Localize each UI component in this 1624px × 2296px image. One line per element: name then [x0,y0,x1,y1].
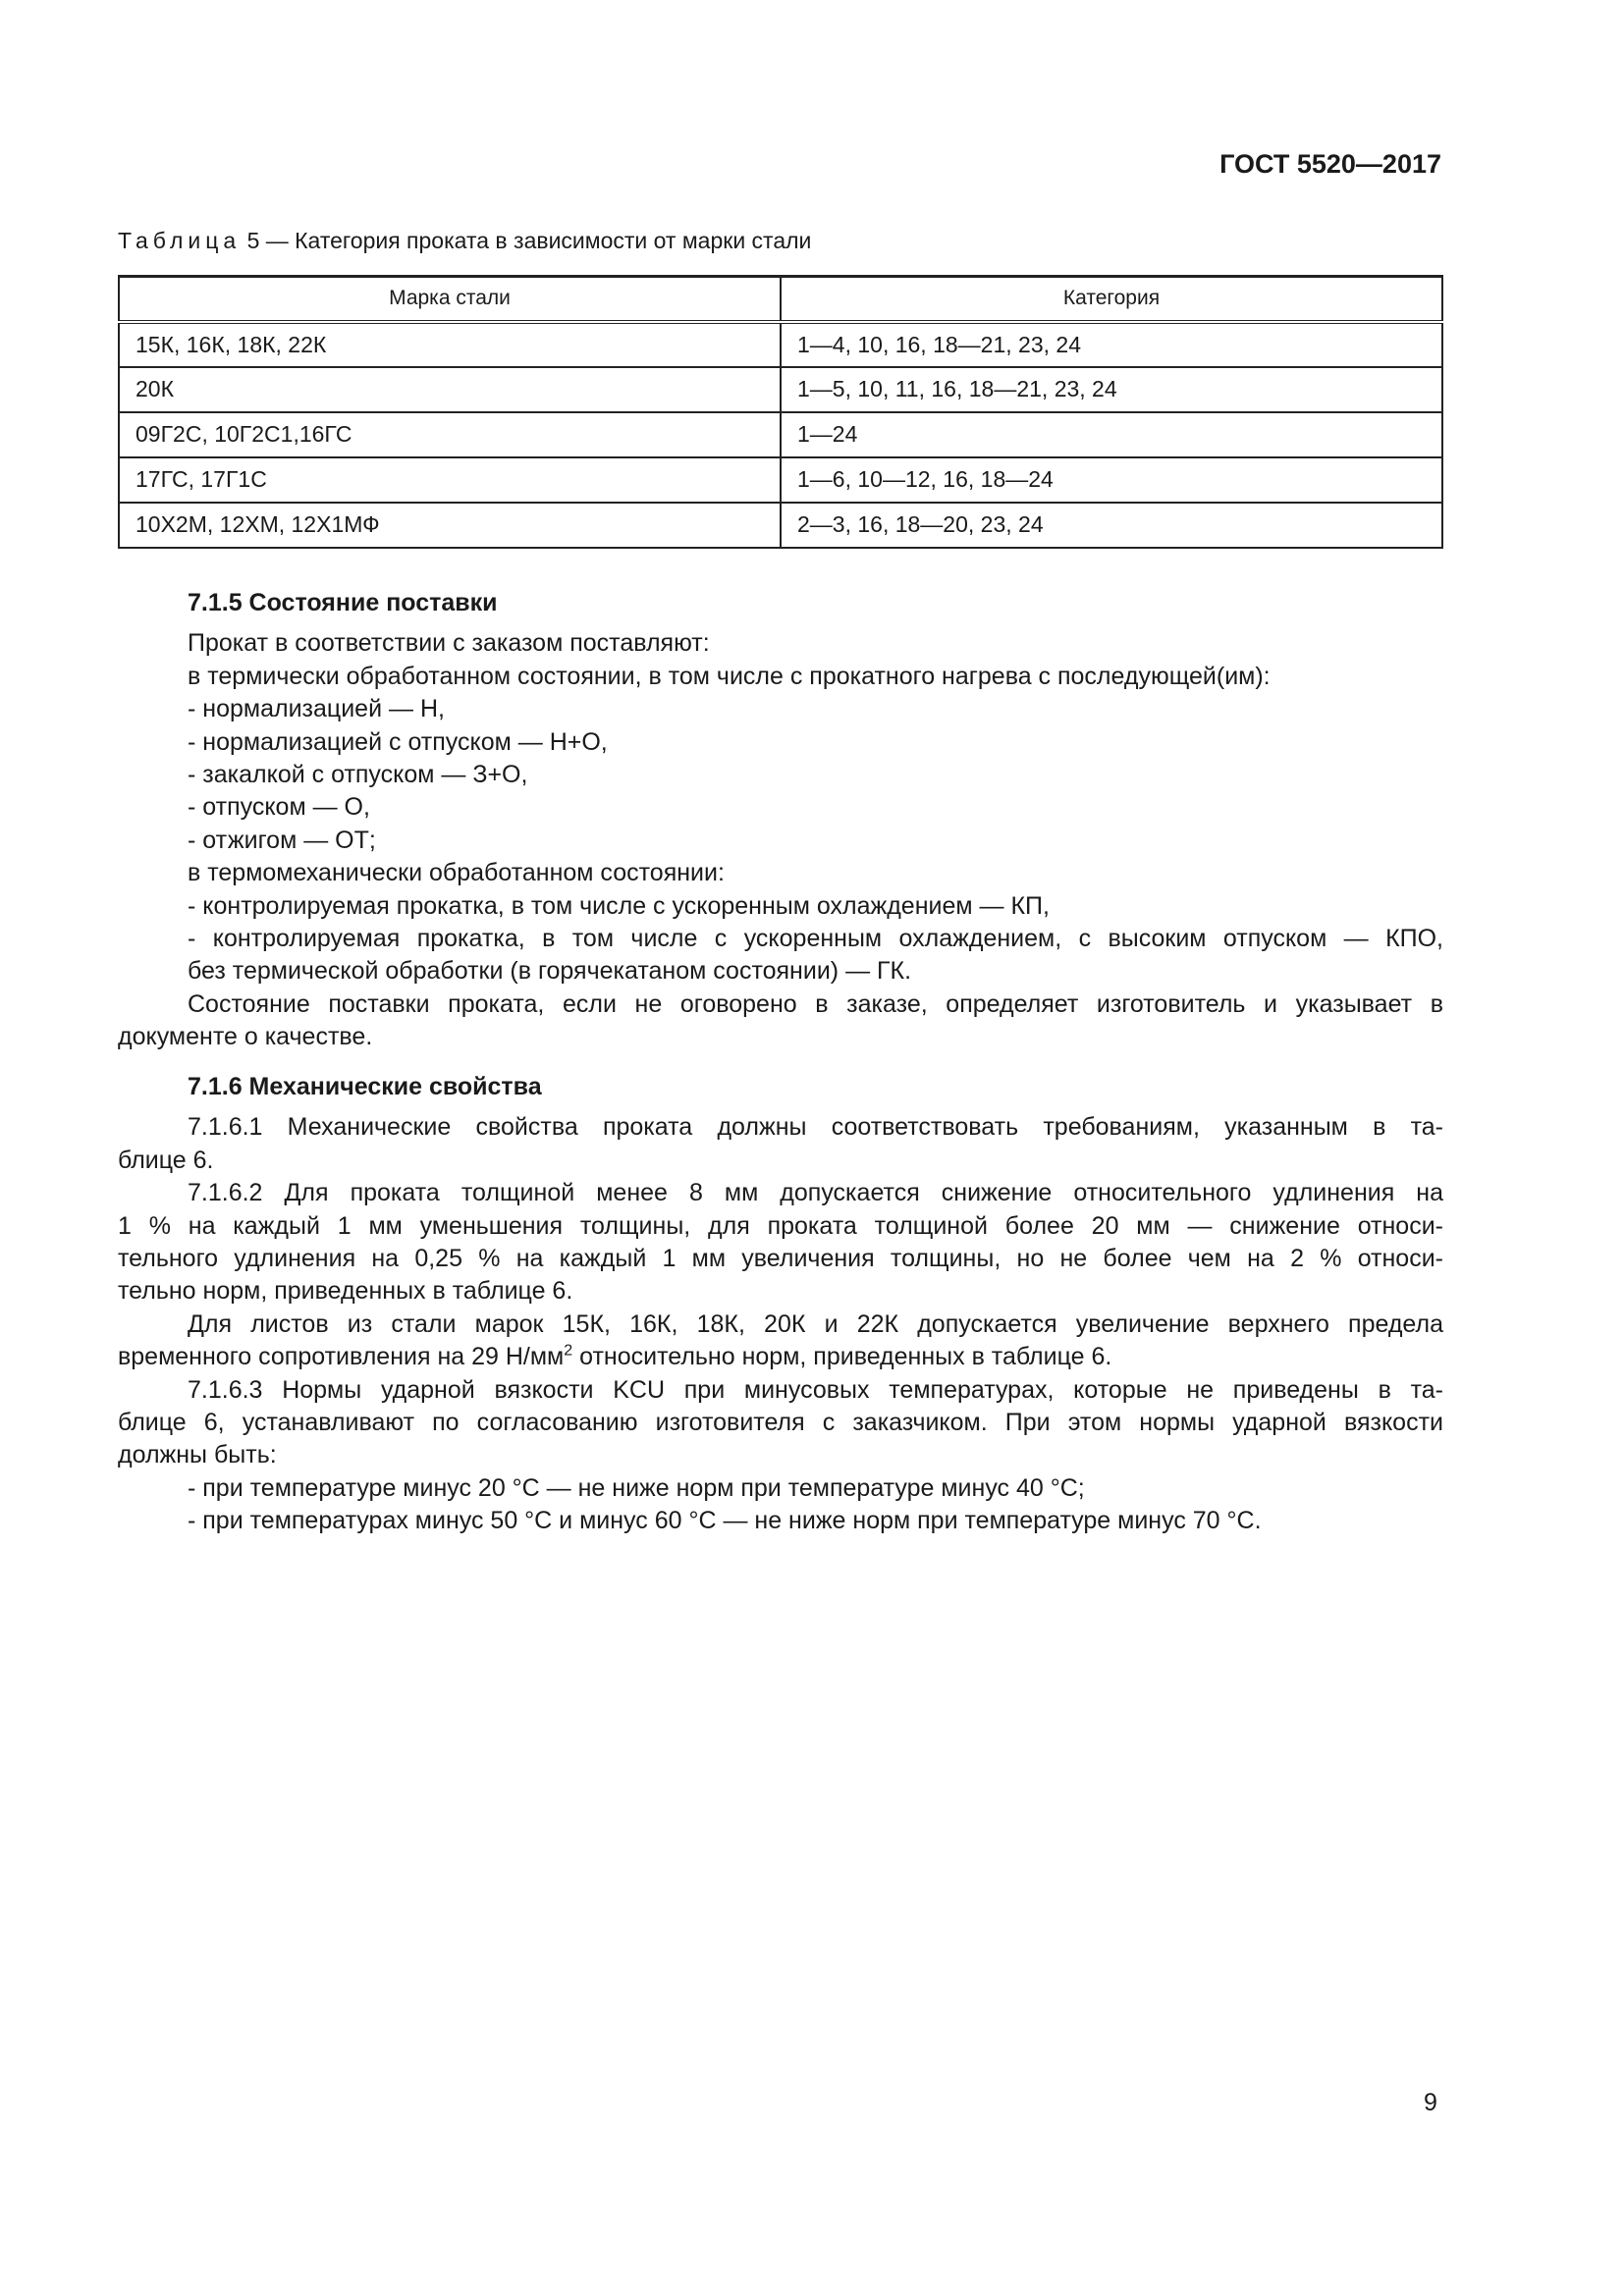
text-line: Состояние поставки проката, если не оговорено в заказе, определяет изготовитель и указывает в [188,989,1443,1018]
caption-text: 5 — Категория проката в зависимости от марки стали [241,228,812,253]
table-header-row [119,277,1442,322]
text-line [118,1341,1443,1373]
list-item: - при температурах минус 50 °С и минус 60 °С — не ниже норм при температуре минус 70 °С. [188,1507,1262,1535]
document-id-header: ГОСТ 5520—2017 [1219,149,1441,179]
text-line: 7.1.6.1 Механические свойства проката должны соответствовать требованиям, указанным в та- [188,1113,1443,1142]
table-row [119,322,1442,367]
table-row [119,457,1442,503]
category-cell: 2—3, 16, 18—20, 23, 24 [781,503,1442,548]
text-line: Для листов из стали марок 15К, 16К, 18К, 20К и 22К допускается увеличение верхнего предела [188,1309,1443,1338]
section-heading: 7.1.5 Состояние поставки [188,589,498,616]
table-row [119,503,1442,548]
steel-grade-cell: 15К, 16К, 18К, 22К [119,322,781,367]
table-row [119,412,1442,457]
list-item: - контролируемая прокатка, в том числе с ускоренным охлаждением — КП, [188,891,1050,920]
column-header: Марка стали [119,277,781,322]
steel-grade-cell: 09Г2С, 10Г2С1,16ГС [119,412,781,457]
list-item: - нормализацией с отпуском — Н+О, [188,727,608,756]
table-caption [118,228,811,254]
text-line: Прокат в соответствии с заказом поставляют: [188,629,710,658]
steel-grade-cell: 17ГС, 17Г1С [119,457,781,503]
list-item: - отжигом — ОТ; [188,826,376,854]
steel-grade-cell: 10Х2М, 12ХМ, 12Х1МФ [119,503,781,548]
list-item: - контролируемая прокатка, в том числе с ускоренным охлаждением, с высоким отпуском — КПО, [188,925,1443,953]
category-cell: 1—5, 10, 11, 16, 18—21, 23, 24 [781,367,1442,412]
column-header: Категория [781,277,1442,322]
category-cell: 1—6, 10—12, 16, 18—24 [781,457,1442,503]
table-row [119,367,1442,412]
superscript: 2 [564,1342,573,1360]
section-7-1-6 [118,1071,1443,1538]
text-line: без термической обработки (в горячекатаном состоянии) — ГК. [188,957,912,986]
caption-label: Таблица [118,228,242,253]
text-line: в термически обработанном состоянии, в том числе с прокатного нагрева с последующей(им): [188,662,1271,690]
category-cell: 1—4, 10, 16, 18—21, 23, 24 [781,322,1442,367]
text-span: относительно норм, приведенных в таблице 6. [572,1343,1112,1371]
text-span: временного сопротивления на 29 Н/мм [118,1343,565,1371]
text-line: документе о качестве. [118,1023,373,1051]
text-line: тельно норм, приведенных в таблице 6. [118,1277,573,1306]
list-item: - при температуре минус 20 °С — не ниже норм при температуре минус 40 °С; [188,1473,1085,1502]
text-line: тельного удлинения на 0,25 % на каждый 1 мм увеличения толщины, но не более чем на 2 % относи- [118,1245,1443,1273]
page-number: 9 [1424,2089,1437,2116]
steel-grade-cell: 20К [119,367,781,412]
section-heading: 7.1.6 Механические свойства [188,1073,542,1100]
text-line: блице 6. [118,1146,214,1174]
list-item: - закалкой с отпуском — З+О, [188,761,528,789]
text-line: 1 % на каждый 1 мм уменьшения толщины, для проката толщиной более 20 мм — снижение относи- [118,1211,1443,1240]
text-line: 7.1.6.3 Нормы ударной вязкости KCU при минусовых температурах, которые не приведены в та- [188,1375,1443,1404]
list-item: - нормализацией — Н, [188,695,445,723]
category-cell: 1—24 [781,412,1442,457]
text-line: 7.1.6.2 Для проката толщиной менее 8 мм допускается снижение относительного удлинения на [188,1179,1443,1207]
list-item: - отпуском — О, [188,793,370,822]
steel-category-table [118,275,1443,549]
text-line: должны быть: [118,1441,277,1469]
text-line: блице 6, устанавливают по согласованию изготовителя с заказчиком. При этом нормы ударной вязкости [118,1409,1443,1437]
text-line: в термомеханически обработанном состоянии: [188,859,725,887]
section-7-1-5 [118,587,1443,1054]
